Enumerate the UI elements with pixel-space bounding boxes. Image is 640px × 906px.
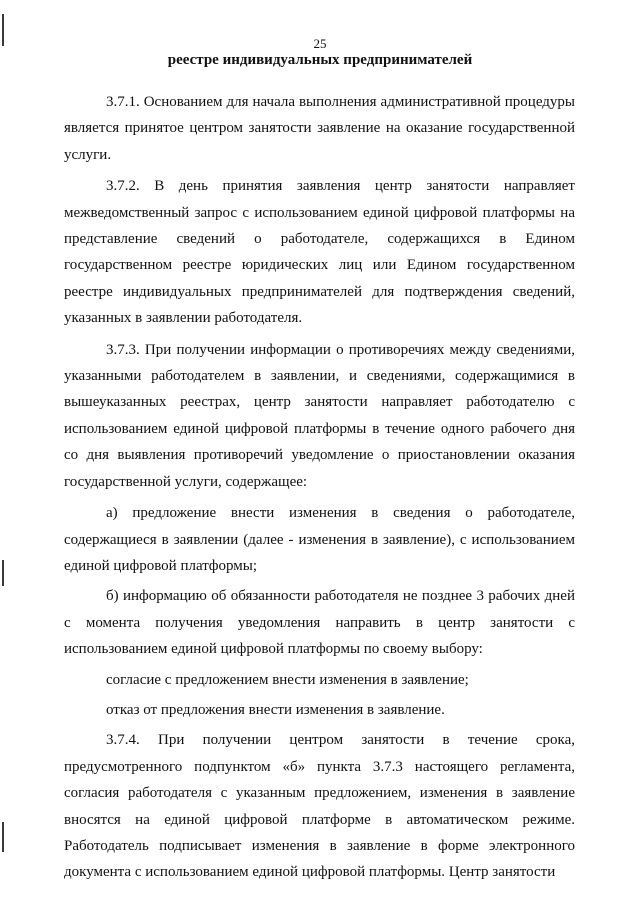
paragraph-3-7-4: 3.7.4. При получении центром занятости в течение срока, предусмотренного подпунктом «б» пункта 3.7.3 настоящего регламента, согласия работодателя с указанным предложением, изменения в заявление вносятся на единой цифровой платформе в автоматическом режиме. Работодатель подписывает изменения в заявление в форме электронного документа с использованием единой цифровой платформы. Центр занятости	[64, 732, 575, 881]
section-heading: реестре индивидуальных предпринимателей	[167, 52, 473, 68]
paragraph-3-7-2: 3.7.2. В день принятия заявления центр занятости направляет межведомственный запрос с использованием единой цифровой платформы на представление сведений о работодателе, содержащихся в Едином государственном реестре юридических лиц или Едином государственном реестре индивидуальных предпринимателей для подтверждения сведений, указанных в заявлении работодателя.	[64, 178, 575, 327]
document-body	[64, 89, 575, 891]
scan-edge-mark-bottom	[2, 822, 4, 852]
paragraph-3-7-3: 3.7.3. При получении информации о противоречиях между сведениями, указанными работодателем в заявлении, и сведениями, содержащимися в вышеуказанных реестрах, центр занятости направляет работодателю с использованием единой цифровой платформы в течение одного рабочего дня со дня выявления противоречий уведомление о приостановлении оказания государственной услуги, содержащее:	[64, 341, 575, 490]
scan-edge-mark-middle	[2, 560, 4, 586]
paragraph-3-7-1: 3.7.1. Основанием для начала выполнения административной процедуры является принятое центром занятости заявление на оказание государственной услуги.	[64, 94, 575, 163]
option-refuse: отказ от предложения внести изменения в заявление.	[106, 701, 445, 718]
list-item-a: а) предложение внести изменения в сведения о работодателе, содержащиеся в заявлении (далее - изменения в заявление), с использованием единой цифровой платформы;	[64, 505, 575, 574]
page-number: 25	[313, 36, 327, 51]
list-item-b: б) информацию об обязанности работодателя не позднее 3 рабочих дней с момента получения уведомления направить в центр занятости с использованием единой цифровой платформы по своему выбору:	[64, 588, 575, 658]
option-agree: согласие с предложением внести изменения в заявление;	[106, 671, 469, 688]
